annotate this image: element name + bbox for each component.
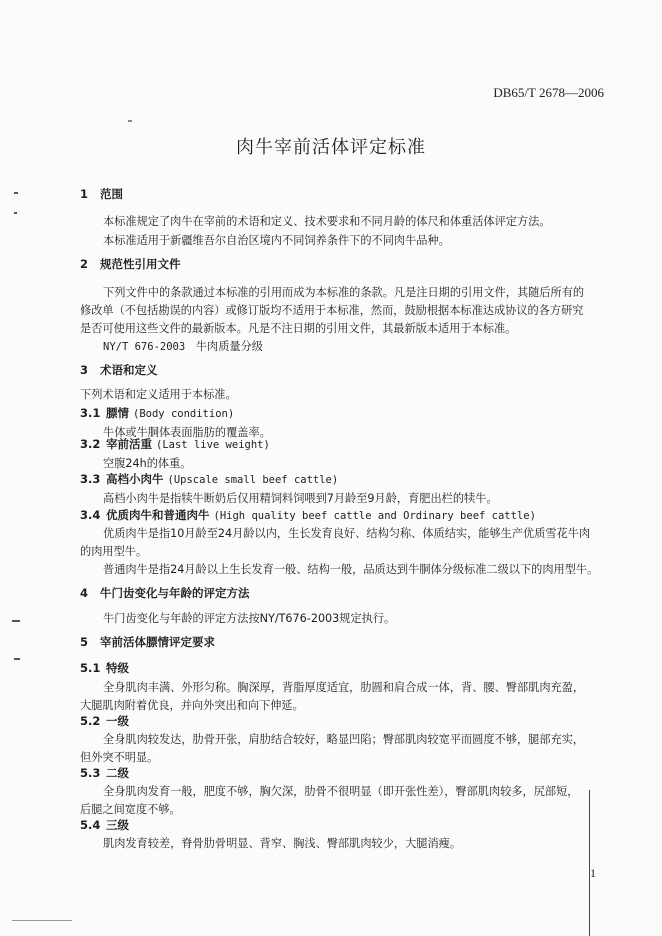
term-3-3-heading: 3.3 高档小肉牛 (Upscale small beef cattle) [80, 472, 339, 486]
scan-mark [12, 620, 20, 622]
term-3-1-heading: 3.1 膘情 (Body condition) [80, 406, 235, 420]
scan-mark [14, 212, 17, 214]
section-3-intro: 下列术语和定义适用于本标准。 [80, 388, 237, 401]
grade-5-1-line: 全身肌肉丰满、外形匀称。胸深厚，背脂厚度适宜，肋圆和肩合成一体，背、腰、臀部肌肉充盈， [103, 681, 585, 694]
page-title: 肉牛宰前活体评定标准 [236, 137, 426, 158]
standard-code: DB65/T 2678—2006 [493, 85, 604, 100]
grade-5-2-line: 全身肌肉较发达，肋骨开张，肩肋结合较好，略显凹陷；臀部肌肉较宽平而圆度不够，腿部充实， [103, 733, 585, 746]
term-3-3-definition: 高档小肉牛是指犊牛断奶后仅用精饲料饲喂到7月龄至9月龄，育肥出栏的犊牛。 [103, 492, 498, 505]
section-5-heading: 5 宰前活体膘情评定要求 [80, 635, 215, 649]
normative-reference [103, 338, 263, 354]
grade-5-1-line: 大腿肌肉附着优良，并向外突出和向下伸延。 [80, 699, 304, 712]
section-2-paragraph-line: 是否可使用这些文件的最新版本。凡是不注日期的引用文件，其最新版本适用于本标准。 [80, 322, 517, 335]
section-1-paragraph-2: 本标准适用于新疆维吾尔自治区境内不同饲养条件下的不同肉牛品种。 [103, 234, 450, 247]
page-edge-line [589, 790, 590, 936]
grade-5-3-heading: 5.3 二级 [80, 766, 129, 780]
page-number: 1 [590, 866, 596, 880]
term-3-2-definition: 空腹24h的体重。 [103, 457, 192, 470]
term-3-4-heading: 3.4 优质肉牛和普通肉牛 (High quality beef cattle and Ordinary beef cattle) [80, 508, 536, 522]
term-3-2-heading: 3.2 宰前活重 (Last live weight) [80, 437, 270, 451]
grade-5-2-line: 但外突不明显。 [80, 751, 159, 764]
section-2-paragraph-line: 修改单（不包括勘误的内容）或修订版均不适用于本标准，然而，鼓励根据本标准达成协议的各方研究 [80, 304, 584, 317]
section-2-heading: 2 规范性引用文件 [80, 257, 181, 271]
reference-code: NY/T 676-2003 [103, 341, 186, 353]
term-3-4-definition-line: 优质肉牛是指10月龄至24月龄以内，生长发育良好、结构匀称、体质结实，能够生产优质雪花牛肉 [103, 527, 591, 540]
grade-5-3-line: 全身肌肉发育一般，肥度不够，胸欠深，肋骨不很明显（即开张性差），臀部肌肉较多，尻部短， [103, 785, 579, 798]
grade-5-2-heading: 5.2 一级 [80, 714, 129, 728]
reference-title: 牛肉质量分级 [195, 340, 263, 353]
grade-5-1-heading: 5.1 特级 [80, 661, 129, 675]
section-1-heading: 1 范围 [80, 187, 123, 201]
section-1-paragraph-1: 本标准规定了肉牛在宰前的术语和定义、技术要求和不同月龄的体尺和体重活体评定方法。 [103, 215, 551, 228]
bottom-edge-dash [12, 920, 72, 921]
term-3-4-definition-line: 普通肉牛是指24月龄以上生长发育一般、结构一般，品质达到牛胴体分级标准二级以下的肉用型牛。 [103, 563, 599, 576]
scan-mark [14, 658, 20, 660]
term-3-4-definition-line: 的肉用型牛。 [80, 545, 148, 558]
grade-5-3-line: 后腿之间宽度不够。 [80, 803, 181, 816]
grade-5-4-heading: 5.4 三级 [80, 818, 129, 832]
section-4-paragraph: 牛门齿变化与年龄的评定方法按NY/T676-2003规定执行。 [103, 612, 396, 625]
section-4-heading: 4 牛门齿变化与年龄的评定方法 [80, 586, 250, 600]
grade-5-4-line: 肌肉发育较差，脊骨肋骨明显、背窄、胸浅、臀部肌肉较少，大腿消瘦。 [103, 837, 462, 850]
term-3-1-definition: 牛体或牛胴体表面脂肪的覆盖率。 [103, 426, 271, 439]
section-3-heading: 3 术语和定义 [80, 363, 158, 377]
scan-mark [14, 192, 18, 194]
scan-mark [128, 120, 132, 122]
section-2-paragraph-line: 下列文件中的条款通过本标准的引用而成为本标准的条款。凡是注日期的引用文件，其随后所有的 [103, 286, 585, 299]
